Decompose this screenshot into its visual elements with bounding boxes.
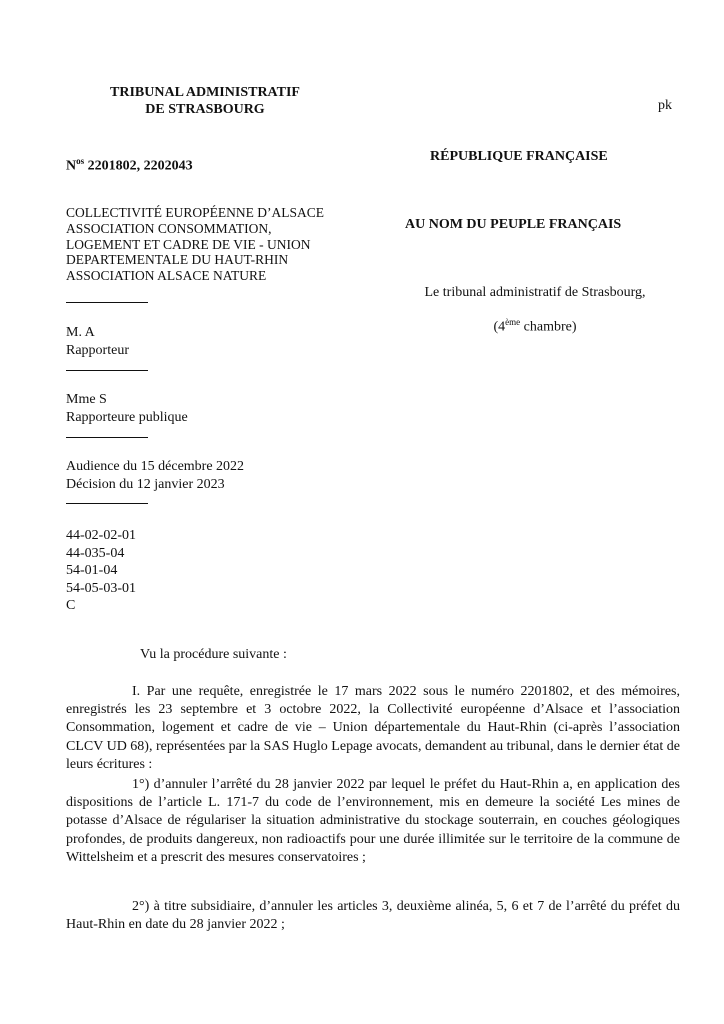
party-line: DEPARTEMENTALE DU HAUT-RHIN (66, 252, 289, 268)
separator-line (66, 302, 148, 303)
rapporteur-public-name: Mme S (66, 392, 107, 407)
code-item: 54-05-03-01 (66, 580, 136, 596)
separator-line (66, 437, 148, 438)
court-name-line1: TRIBUNAL ADMINISTRATIF (110, 85, 300, 100)
rapporteur-public-block (66, 391, 188, 427)
court-chamber (380, 317, 690, 336)
court-name-line2: DE STRASBOURG (145, 102, 265, 117)
chamber-open: (4 (493, 319, 506, 335)
classification-codes (66, 527, 136, 615)
code-item: 44-035-04 (66, 545, 125, 561)
case-prefix-sup: os (76, 156, 85, 166)
rapporteur-public-role: Rapporteure publique (66, 410, 188, 425)
clerk-initials: pk (658, 98, 672, 113)
decision-date: Décision du 12 janvier 2023 (66, 477, 225, 492)
paragraph-conclusion-1: 1°) d’annuler l’arrêté du 28 janvier 2022 par lequel le préfet du Haut-Rhin a, en application des dispositions de l’article L. 171-7 du code de l’environnement, mis en demeure la société Les mines de potasse d’Alsace de régulariser la situation administrative du stockage souterrain, en couches géologiques profondes, de produits dangereux, non radioactifs pour une durée illimitée sur le territoire de la commune de Wittelsheim et a prescrit des mesures conservatoires ; (66, 777, 680, 865)
rapporteur-block (66, 324, 129, 360)
party-line: LOGEMENT ET CADRE DE VIE - UNION (66, 236, 311, 252)
case-number-values: 2201802, 2202043 (87, 158, 193, 174)
chamber-close: chambre) (520, 319, 577, 335)
court-header (100, 84, 310, 118)
party-line: ASSOCIATION ALSACE NATURE (66, 268, 267, 284)
court-formation: Le tribunal administratif de Strasbourg, (424, 285, 646, 300)
republic-title: RÉPUBLIQUE FRANÇAISE (430, 149, 608, 164)
separator-line (66, 503, 148, 504)
party-line: ASSOCIATION CONSOMMATION, (66, 220, 272, 236)
code-item: 54-01-04 (66, 563, 118, 579)
code-item: C (66, 598, 76, 614)
paragraph-request: I. Par une requête, enregistrée le 17 mars 2022 sous le numéro 2201802, et des mémoires, enregistrés les 23 septembre et 3 octobre 2022, la Collectivité européenne d’Alsace et l’association Consommation, logement et cadre de vie – Union départementale du Haut-Rhin (ci-après l’association CLCV UD 68), représentées par la SAS Huglo Lepage avocats, demandent au tribunal, dans le dernier état de leurs écritures : (66, 684, 680, 772)
separator-line (66, 370, 148, 371)
audience-date: Audience du 15 décembre 2022 (66, 459, 245, 474)
case-numbers (66, 156, 193, 175)
procedure-intro: Vu la procédure suivante : (140, 647, 287, 662)
dates-block (66, 458, 244, 494)
rapporteur-role: Rapporteur (66, 343, 129, 358)
parties-list (66, 205, 366, 284)
chamber-sup: ème (505, 317, 521, 327)
party-line: COLLECTIVITÉ EUROPÉENNE D’ALSACE (66, 205, 324, 220)
paragraph-conclusion-2: 2°) à titre subsidiaire, d’annuler les articles 3, deuxième alinéa, 5, 6 et 7 de l’arrêté du préfet du Haut-Rhin en date du 28 janvier 2022 ; (66, 899, 680, 933)
au-nom-title: AU NOM DU PEUPLE FRANÇAIS (405, 217, 622, 232)
case-prefix: N (66, 158, 77, 174)
rapporteur-name: M. A (66, 325, 95, 340)
code-item: 44-02-02-01 (66, 528, 136, 543)
